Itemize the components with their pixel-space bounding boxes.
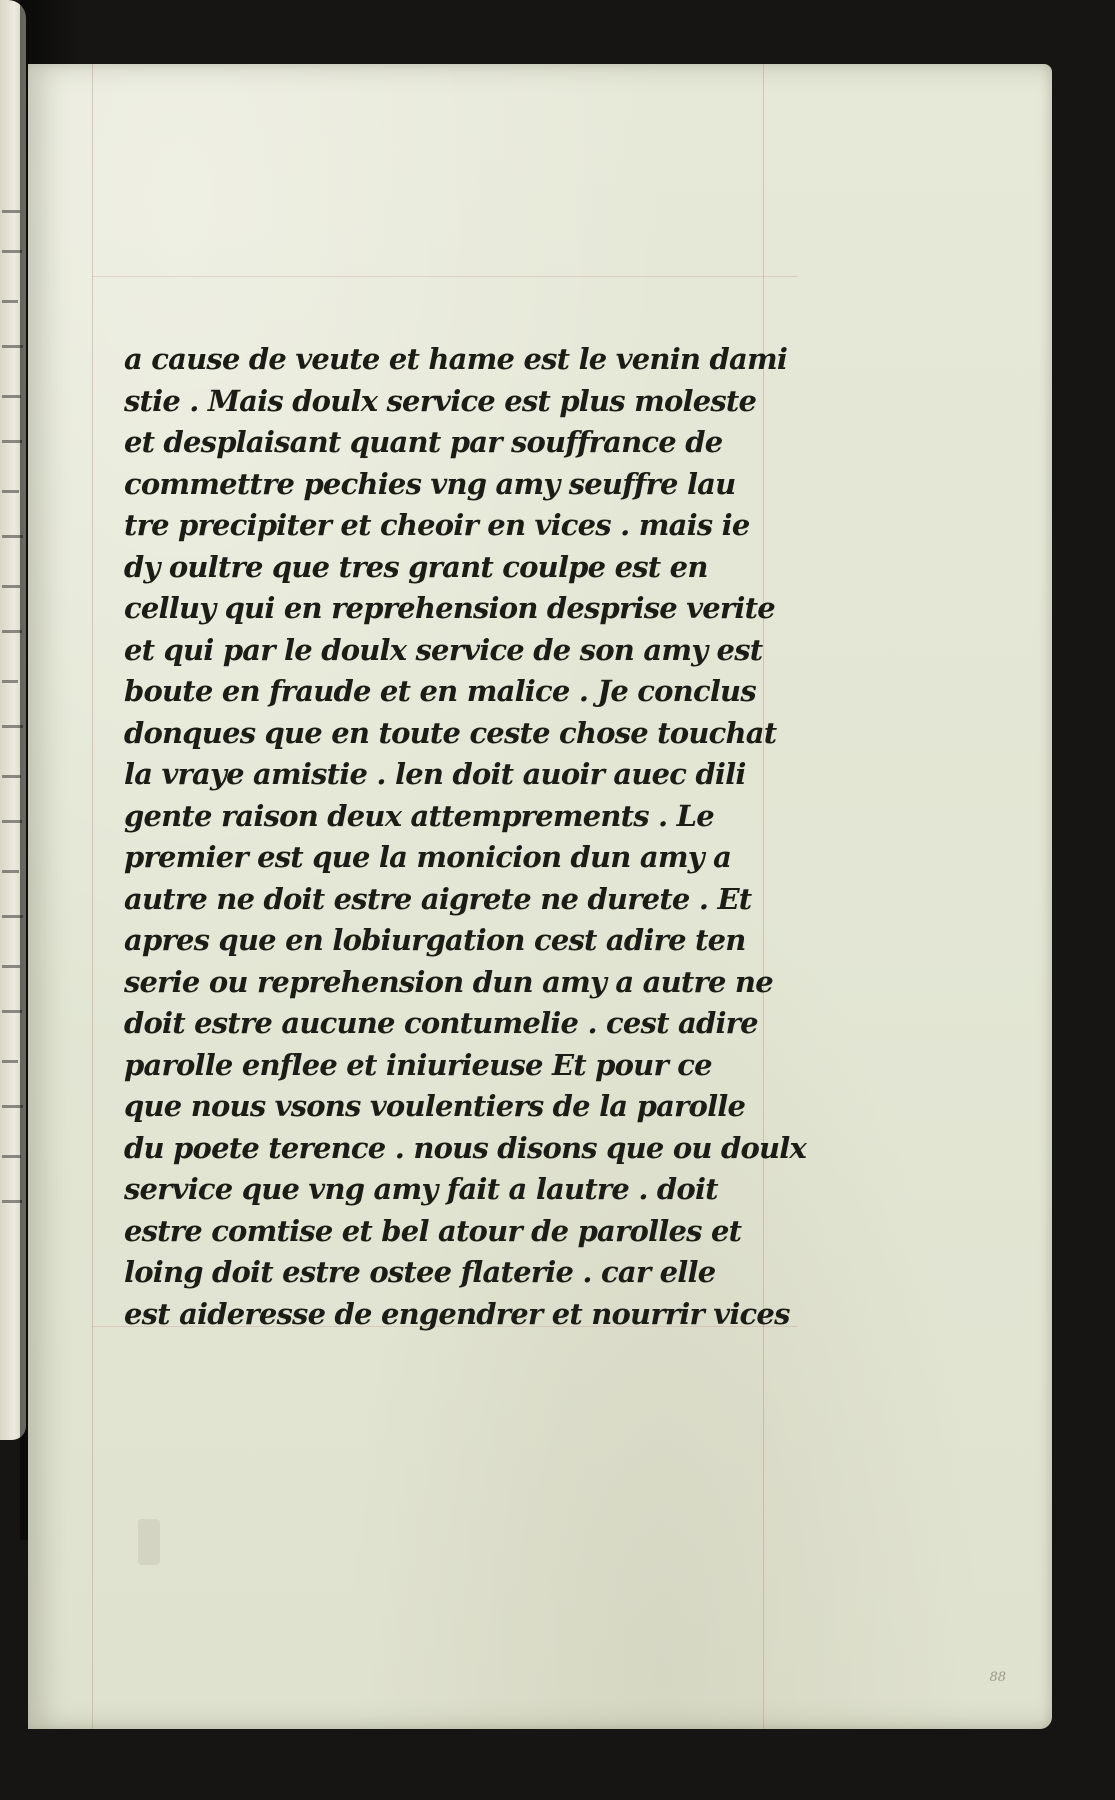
text-line-24: est aideresse de engendrer et nourrir vices — [124, 1296, 790, 1331]
text-line-15: apres que en lobiurgation cest adire ten — [124, 923, 746, 957]
text-line-23: loing doit estre ostee flaterie . car elle — [124, 1255, 716, 1289]
faded-pencil-mark — [138, 1519, 160, 1565]
text-line-8: et qui par le doulx service de son amy est — [124, 632, 763, 667]
text-line-21: service que vng amy fait a lautre . doit — [124, 1172, 718, 1206]
top-ruling — [92, 276, 798, 277]
text-line-17: doit estre aucune contumelie . cest adire — [124, 1006, 758, 1040]
text-line-2: stie . Mais doulx service est plus moleste — [124, 383, 757, 418]
text-line-19: que nous vsons voulentiers de la parolle — [124, 1089, 746, 1123]
text-line-7: celluy qui en reprehension desprise verite — [124, 591, 775, 625]
text-line-3: et desplaisant quant par souffrance de — [124, 425, 723, 459]
text-line-13: premier est que la monicion dun amy a — [124, 840, 732, 874]
text-line-14: autre ne doit estre aigrete ne durete . Et — [124, 881, 752, 916]
text-line-5: tre precipiter et cheoir en vices . mais ie — [124, 508, 750, 542]
text-line-10: donques que en toute ceste chose touchat — [124, 715, 777, 750]
text-line-16: serie ou reprehension dun amy a autre ne — [124, 964, 773, 999]
text-line-4: commettre pechies vng amy seuffre lau — [124, 466, 736, 501]
text-line-9: boute en fraude et en malice . Je conclus — [124, 674, 756, 708]
text-line-6: dy oultre que tres grant coulpe est en — [124, 549, 708, 584]
text-line-1: a cause de veute et hame est le venin dami — [124, 342, 788, 376]
text-line-11: la vraye amistie . len doit auoir auec dili — [124, 757, 746, 791]
text-line-12: gente raison deux attemprements . Le — [124, 798, 714, 833]
folio-number: 88 — [989, 1670, 1006, 1685]
text-line-20: du poete terence . nous disons que ou doulx — [124, 1130, 806, 1165]
vellum-leaf — [28, 64, 1052, 1729]
text-line-18: parolle enflee et iniurieuse Et pour ce — [124, 1047, 712, 1082]
text-line-22: estre comtise et bel atour de parolles et — [124, 1213, 742, 1248]
left-ruling — [92, 64, 93, 1729]
text-column — [124, 339, 824, 1335]
